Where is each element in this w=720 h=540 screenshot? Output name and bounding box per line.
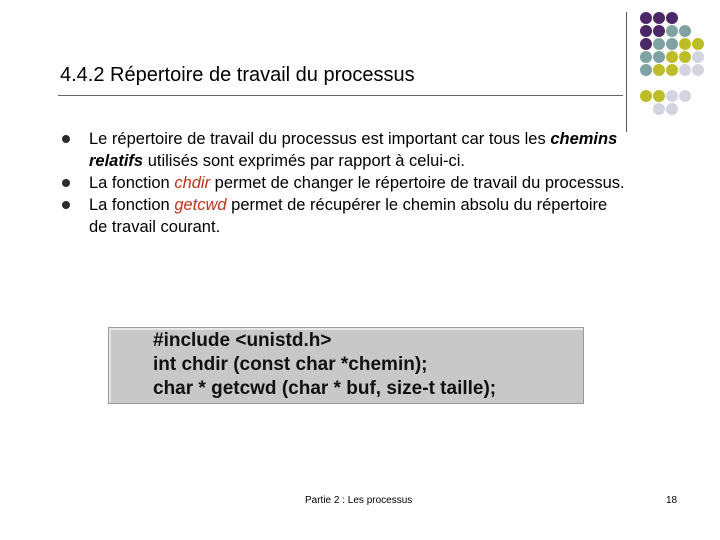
function-name: chdir: [174, 174, 211, 192]
dot: [679, 90, 691, 102]
bullet-text: Le répertoire de travail du processus est important car tous les: [89, 130, 551, 148]
dot: [640, 90, 652, 102]
dot: [653, 90, 665, 102]
dot: [692, 38, 704, 50]
dot: [679, 64, 691, 76]
dot: [666, 51, 678, 63]
decorative-dot-grid: [640, 10, 720, 120]
dot: [653, 64, 665, 76]
bullet-text: La fonction: [89, 174, 175, 192]
dot: [679, 51, 691, 63]
bullet-icon: [62, 179, 70, 187]
dot: [640, 64, 652, 76]
emphasis-text: chemins relatifs: [89, 130, 618, 170]
dot: [692, 51, 704, 63]
dot: [653, 51, 665, 63]
bullet-text: permet de récupérer le chemin absolu du répertoire de travail courant.: [89, 196, 608, 236]
dot: [640, 38, 652, 50]
dot: [679, 38, 691, 50]
bullet-text: utilisés sont exprimés par rapport à celui-ci.: [143, 152, 465, 170]
bullet-item: [58, 128, 628, 172]
code-line: int chdir (const char *chemin);: [153, 354, 428, 375]
bullet-item: [58, 172, 628, 194]
dot: [653, 103, 665, 115]
bullet-text: permet de changer le répertoire de travail du processus.: [210, 174, 625, 192]
decorative-vertical-line: [626, 12, 627, 132]
dot: [653, 38, 665, 50]
page-number: 18: [666, 495, 678, 506]
function-name: getcwd: [174, 196, 227, 214]
slide-title: 4.4.2 Répertoire de travail du processus: [60, 64, 415, 86]
code-box: [108, 327, 584, 404]
dot: [666, 103, 678, 115]
bullet-list: [58, 128, 628, 238]
bullet-icon: [62, 135, 70, 143]
bullet-icon: [62, 201, 70, 209]
bullet-text: La fonction: [89, 196, 175, 214]
dot: [640, 25, 652, 37]
dot: [666, 90, 678, 102]
dot: [679, 25, 691, 37]
dot: [653, 25, 665, 37]
dot: [640, 51, 652, 63]
title-underline: [58, 95, 623, 96]
dot: [666, 64, 678, 76]
dot: [666, 38, 678, 50]
bullet-item: [58, 194, 628, 238]
code-line: #include <unistd.h>: [153, 330, 332, 351]
dot: [692, 64, 704, 76]
code-line: char * getcwd (char * buf, size-t taille);: [153, 378, 497, 399]
dot: [666, 25, 678, 37]
dot: [653, 12, 665, 24]
dot: [640, 12, 652, 24]
slide-footer: Partie 2 : Les processus: [305, 495, 413, 506]
dot: [666, 12, 678, 24]
